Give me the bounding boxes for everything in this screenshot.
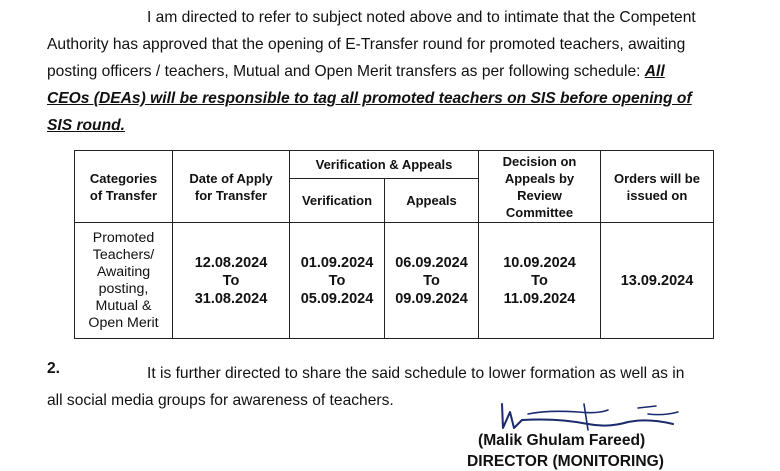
header-appeals: Appeals — [385, 179, 479, 223]
header-orders-issued-on: Orders will be issued on — [601, 151, 714, 223]
header-decision-on-appeals: Decision on Appeals by Review Committee — [479, 151, 601, 223]
paragraph-1-line-3-text: posting officers / teachers, Mutual and Open Merit transfers as per following schedule: — [47, 63, 645, 80]
cell-orders: 13.09.2024 — [601, 223, 714, 339]
table-row — [75, 223, 714, 339]
header-verification: Verification — [290, 179, 385, 223]
paragraph-1-line-3 — [47, 58, 737, 85]
paragraph-1-line-1: I am directed to refer to subject noted above and to intimate that the Competent — [147, 9, 696, 26]
paragraph-1-line-2: Authority has approved that the opening of E-Transfer round for promoted teachers, awaiting — [47, 36, 686, 53]
paragraph-2-number: 2. — [47, 360, 61, 377]
cell-date-of-apply: 12.08.2024 To 31.08.2024 — [173, 223, 290, 339]
header-date-of-apply: Date of Apply for Transfer — [173, 151, 290, 223]
transfer-schedule-table — [74, 150, 714, 339]
signer-title: DIRECTOR (MONITORING) — [467, 453, 664, 470]
emphasis-text-line-2: CEOs (DEAs) will be responsible to tag all promoted teachers on SIS before opening of — [47, 90, 692, 107]
header-categories: Categories of Transfer — [75, 151, 173, 223]
cell-verification: 01.09.2024 To 05.09.2024 — [290, 223, 385, 339]
signer-name: (Malik Ghulam Fareed) — [478, 432, 646, 449]
paragraph-1 — [47, 4, 737, 139]
emphasis-text-start: All — [644, 63, 665, 80]
emphasis-text-line-3: SIS round. — [47, 117, 125, 134]
cell-decision: 10.09.2024 To 11.09.2024 — [479, 223, 601, 339]
paragraph-2-line-1: It is further directed to share the said schedule to lower formation as well as in — [147, 365, 685, 382]
paragraph-2-line-2: all social media groups for awareness of teachers. — [47, 392, 394, 409]
cell-appeals: 06.09.2024 To 09.09.2024 — [385, 223, 479, 339]
cell-category: Promoted Teachers/ Awaiting posting, Mutual & Open Merit — [75, 223, 173, 339]
header-verification-appeals: Verification & Appeals — [290, 151, 479, 179]
